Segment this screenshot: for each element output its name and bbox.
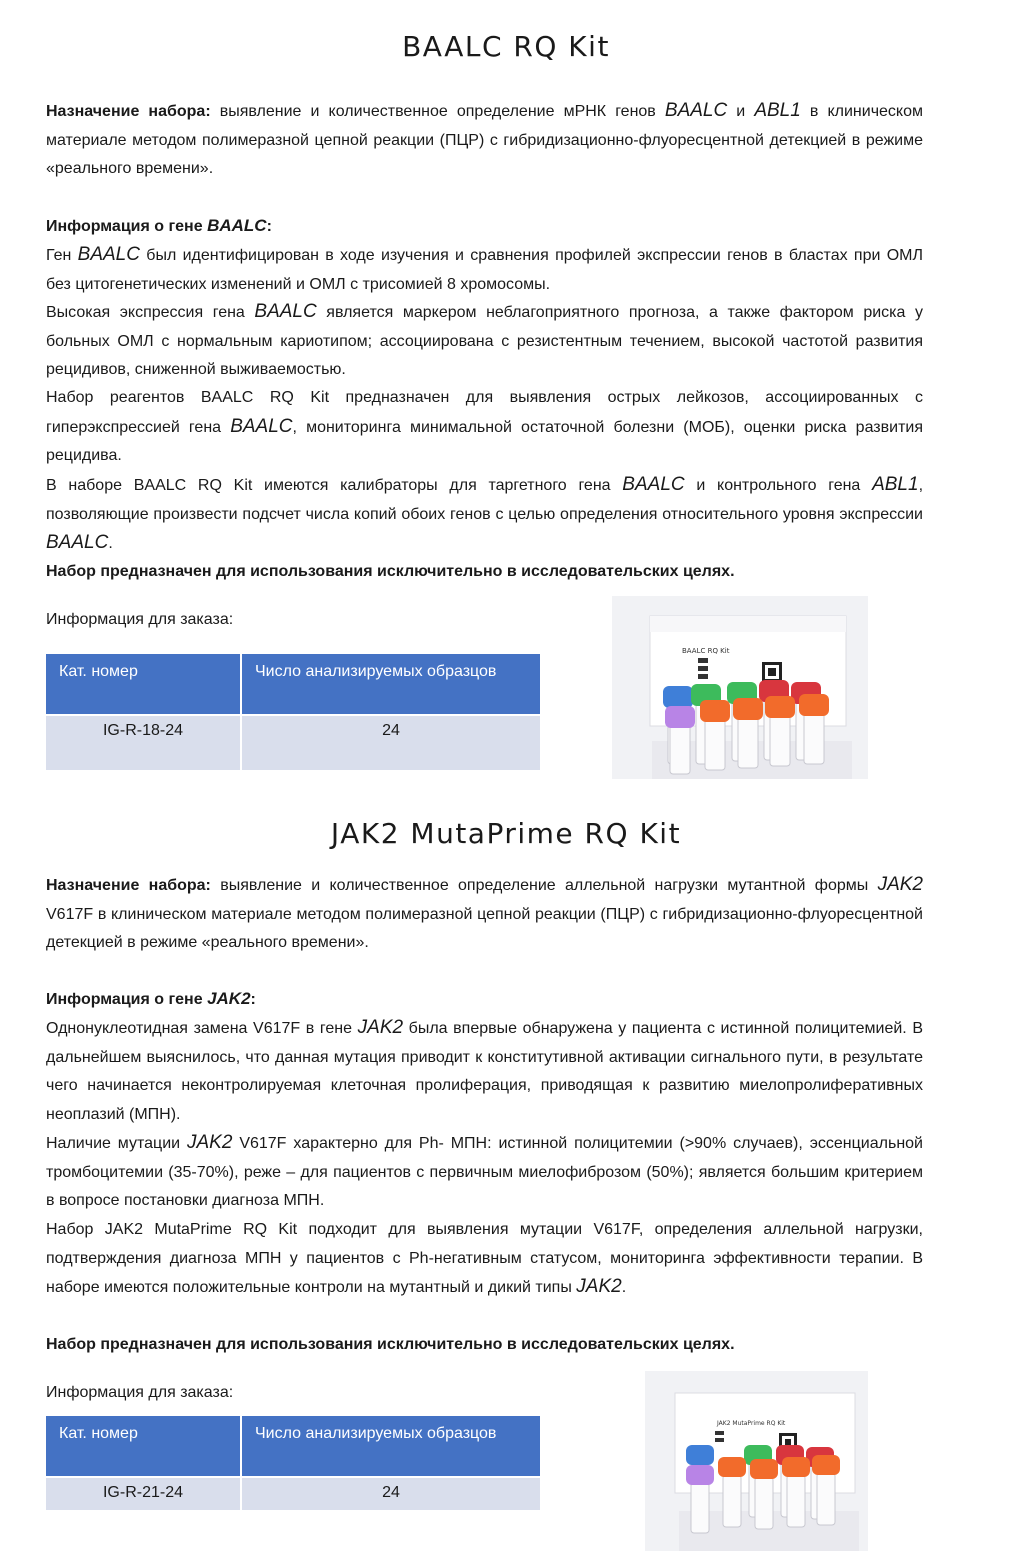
text: и контрольного гена bbox=[684, 477, 873, 494]
gene-name: JAK2 bbox=[877, 874, 923, 895]
research-note-text: Набор предназначен для использования исключительно в исследовательских целях. bbox=[46, 563, 735, 580]
gene-name: BAALC bbox=[664, 100, 728, 121]
colon: : bbox=[250, 991, 256, 1008]
gene-info-paragraph-2 bbox=[46, 298, 923, 385]
gene-name: ABL1 bbox=[872, 474, 919, 495]
gene-name: BAALC bbox=[230, 415, 293, 437]
product-photo-baalc bbox=[612, 596, 868, 779]
text: Наличие мутации bbox=[46, 1135, 187, 1152]
sample-count-cell: 24 bbox=[241, 1477, 541, 1511]
text: была впервые обнаружена у пациента с истинной полицитемией. В дальнейшем выяснилось, что данная мутация приводит к конститутивной активации сигнального пути, в результате чего начинается неконтролируемая клеточная пролиферация, приводящая к развитию миелопролиферативных неоплазий (МПН). bbox=[46, 1020, 924, 1123]
order-info-label-baalc: Информация для заказа: bbox=[46, 611, 234, 628]
research-note-baalc bbox=[46, 558, 923, 587]
column-header-sample-count: Число анализируемых образцов bbox=[241, 653, 541, 715]
catalog-number-cell: IG-R-18-24 bbox=[45, 715, 241, 771]
table-row bbox=[45, 715, 541, 771]
tubes bbox=[686, 1445, 840, 1533]
catalog-number-cell: IG-R-21-24 bbox=[45, 1477, 241, 1511]
purpose-label: Назначение набора: bbox=[46, 877, 211, 894]
kit-box-icon bbox=[645, 1371, 868, 1551]
text: , мониторинга минимальной остаточной болезни (МОБ), оценки риска развития рецидива. bbox=[46, 418, 923, 465]
text: был идентифицирован в ходе изучения и сравнения профилей экспрессии генов в бластах при ОМЛ без цитогенетических изменений и ОМЛ с трисомией 8 хромосомы. bbox=[46, 247, 923, 293]
table-header-row bbox=[45, 653, 541, 715]
gene-info-paragraph-3 bbox=[46, 384, 923, 471]
tubes bbox=[663, 680, 829, 774]
purpose-text: выявление и количественное определение аллельной нагрузки мутантной формы bbox=[210, 877, 878, 894]
research-note-jak2 bbox=[46, 1331, 923, 1360]
purpose-text: в клиническом материале методом полимеразной цепной реакции (ПЦР) с гибридизационно-флуоресцентной детекцией в режиме «реального времени». bbox=[46, 103, 924, 178]
gene-info-label: Информация о гене bbox=[46, 991, 208, 1008]
order-table-baalc bbox=[44, 652, 542, 772]
gene-name: JAK2 bbox=[186, 1132, 233, 1153]
purpose-text: и bbox=[727, 103, 755, 120]
gene-name: JAK2 bbox=[576, 1276, 622, 1298]
text: , позволяющие произвести подсчет числа копий обоих генов с целью определения относительного уровня экспрессии bbox=[46, 477, 924, 523]
column-header-sample-count: Число анализируемых образцов bbox=[241, 1415, 541, 1477]
sample-count-cell: 24 bbox=[241, 715, 541, 771]
text: Набор JAK2 MutaPrime RQ Kit подходит для выявления мутации V617F, определения аллельной нагрузки, подтверждения диагноза МПН у пациентов с Ph-негативным статусом, мониторинга эффективности терапии. В наборе имеются положительные контроли на мутантный и дикий типы bbox=[46, 1221, 923, 1297]
gene-name: ABL1 bbox=[754, 100, 801, 121]
gene-name: BAALC bbox=[77, 244, 140, 265]
gene-name: JAK2 bbox=[357, 1017, 404, 1038]
purpose-paragraph-jak2 bbox=[46, 871, 923, 958]
purpose-text: выявление и количественное определение мРНК генов bbox=[210, 103, 665, 120]
purpose-text: V617F в клиническом материале методом полимеразной цепной реакции (ПЦР) с гибридизационно-флуоресцентной детекцией в режиме «реального времени». bbox=[46, 905, 923, 952]
kit-title-jak2: JAK2 MutaPrime RQ Kit bbox=[330, 817, 682, 850]
text: Ген bbox=[46, 247, 78, 264]
table-row bbox=[45, 1477, 541, 1511]
gene-name: BAALC bbox=[46, 532, 109, 554]
purpose-label: Назначение набора: bbox=[46, 103, 211, 120]
product-photo-jak2 bbox=[645, 1371, 868, 1551]
gene-info-paragraph-3-jak2 bbox=[46, 1216, 923, 1303]
gene-name: BAALC bbox=[207, 216, 267, 235]
column-header-catalog: Кат. номер bbox=[45, 653, 241, 715]
box-label: JAK2 MutaPrime RQ Kit bbox=[717, 1420, 786, 1427]
kit-title-baalc: BAALC RQ Kit bbox=[402, 30, 610, 63]
table-header-row bbox=[45, 1415, 541, 1477]
gene-info-paragraph-4 bbox=[46, 471, 923, 559]
text: Однонуклеотидная замена V617F в гене bbox=[46, 1020, 358, 1037]
gene-info-paragraph-1-jak2 bbox=[46, 1014, 923, 1129]
order-table-jak2 bbox=[44, 1414, 542, 1512]
text: . bbox=[108, 535, 113, 553]
colon: : bbox=[266, 218, 272, 235]
gene-name: BAALC bbox=[254, 301, 317, 322]
text: . bbox=[621, 1279, 627, 1297]
column-header-catalog: Кат. номер bbox=[45, 1415, 241, 1477]
gene-info-heading-baalc bbox=[46, 212, 923, 242]
gene-info-heading-jak2 bbox=[46, 985, 923, 1015]
text: V617F характерно для Ph- МПН: истинной полицитемии (>90% случаев), эссенциальной тромбоцитемии (35-70%), реже – для пациентов с первичным миелофиброзом (50%); является большим критерием в вопросе постановки диагноза МПН. bbox=[46, 1135, 923, 1210]
research-note-text: Набор предназначен для использования исключительно в исследовательских целях. bbox=[46, 1336, 735, 1353]
text: Набор реагентов BAALC RQ Kit предназначен для выявления острых лейкозов, ассоциированных с гиперэкспрессией гена bbox=[46, 389, 923, 436]
text: В наборе BAALC RQ Kit имеются калибраторы для таргетного гена bbox=[46, 477, 623, 494]
box-label: BAALC RQ Kit bbox=[682, 647, 730, 655]
gene-info-label: Информация о гене bbox=[46, 218, 208, 235]
gene-info-paragraph-2-jak2 bbox=[46, 1129, 923, 1216]
gene-name: BAALC bbox=[622, 474, 685, 495]
text: Высокая экспрессия гена bbox=[46, 304, 255, 321]
gene-name: JAK2 bbox=[207, 989, 251, 1008]
text: является маркером неблагоприятного прогноза, а также фактором риска у больных ОМЛ с нормальным кариотипом; ассоциирована с резистентным течением, высокой частотой развития рецидивов, сниженной выживаемостью. bbox=[46, 304, 923, 379]
kit-box-icon bbox=[612, 596, 868, 779]
gene-info-paragraph-1 bbox=[46, 241, 923, 299]
order-info-label-jak2: Информация для заказа: bbox=[46, 1384, 234, 1401]
purpose-paragraph-baalc bbox=[46, 97, 923, 184]
